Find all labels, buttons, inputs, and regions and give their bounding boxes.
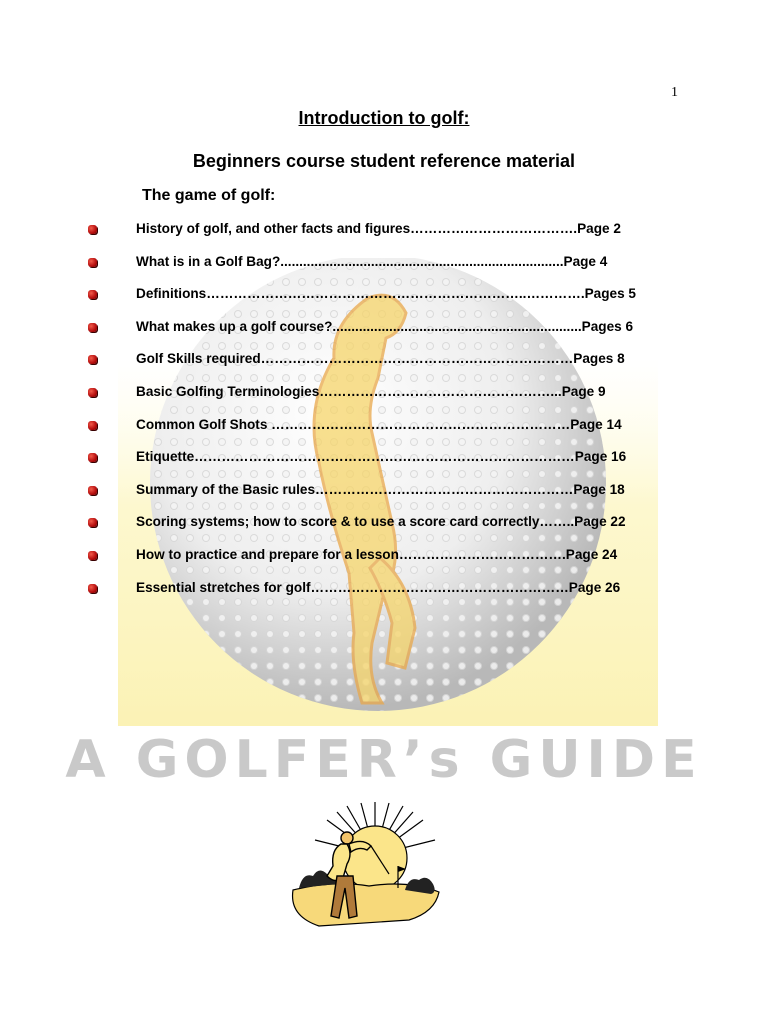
toc-entry: Etiquette…………………………………………………………………………Page 16 [136, 449, 627, 465]
toc-entry: What makes up a golf course?..................................................................Pages 6 [136, 318, 634, 334]
toc-entry: Golf Skills required……………………………………………………………Pages 8 [136, 351, 625, 367]
toc-item [0, 409, 768, 442]
red-square-bullet-icon [88, 323, 97, 332]
toc-item [0, 376, 768, 409]
toc-entry: What is in a Golf Bag?...........................................................................Page 4 [136, 253, 608, 269]
toc-item [0, 311, 768, 344]
document-title: Introduction to golf: [298, 108, 470, 128]
red-square-bullet-icon [88, 290, 97, 299]
toc-item [0, 539, 768, 572]
toc-entry: Common Golf Shots …………………………………………………………Page 14 [136, 416, 622, 432]
toc-item [0, 246, 768, 279]
toc-entry: Summary of the Basic rules…………………………………………………Page 18 [136, 481, 625, 497]
toc-item [0, 278, 768, 311]
toc-item [0, 572, 768, 605]
red-square-bullet-icon [88, 388, 97, 397]
red-square-bullet-icon [88, 355, 97, 364]
toc-item [0, 343, 768, 376]
red-square-bullet-icon [88, 453, 97, 462]
golfer-sunset-clipart [285, 800, 445, 930]
red-square-bullet-icon [88, 486, 97, 495]
toc-item [0, 474, 768, 507]
toc-entry: Basic Golfing Terminologies……………………………………………...Page 9 [136, 383, 606, 399]
toc-item [0, 213, 768, 246]
red-square-bullet-icon [88, 225, 97, 234]
red-square-bullet-icon [88, 584, 97, 593]
toc-entry: Scoring systems; how to score & to use a score card correctly……..Page 22 [136, 514, 626, 530]
toc-item [0, 441, 768, 474]
table-of-contents [0, 213, 768, 604]
watermark-title: A GOLFER’s GUIDE [65, 730, 703, 790]
page-number: 1 [671, 85, 678, 100]
red-square-bullet-icon [88, 518, 97, 527]
toc-entry: History of golf, and other facts and figures……………………………….Page 2 [136, 221, 621, 236]
toc-entry: How to practice and prepare for a lesson……………………………….Page 24 [136, 546, 618, 562]
red-square-bullet-icon [88, 421, 97, 430]
section-heading: The game of golf: [142, 187, 276, 204]
toc-entry: Essential stretches for golf…………………………………………………Page 26 [136, 579, 621, 595]
toc-item [0, 506, 768, 539]
toc-entry: Definitions……………………………………………………………..………….Pages 5 [136, 286, 636, 302]
red-square-bullet-icon [88, 258, 97, 267]
document-subtitle: Beginners course student reference material [192, 151, 576, 171]
red-square-bullet-icon [88, 551, 97, 560]
